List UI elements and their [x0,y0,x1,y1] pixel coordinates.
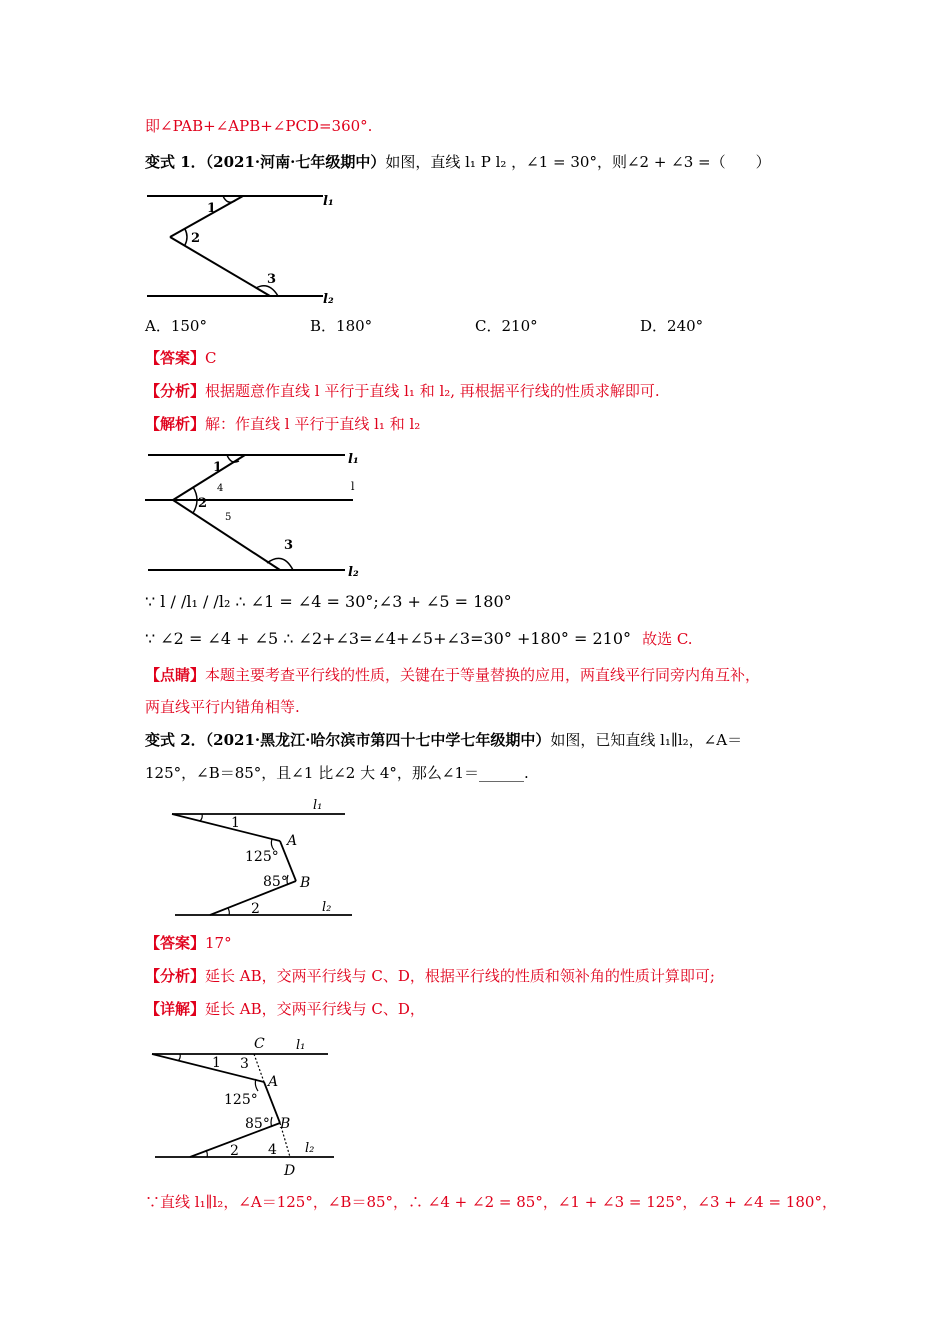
equation-2-conclusion: 故选 C. [642,630,693,648]
fig3-angle-1: 1 [231,815,240,831]
fig3-angle-85: 85° [263,874,288,890]
option-d: D．240° [640,317,704,335]
fig2-label-l1: l₁ [348,452,359,467]
comment1-line2: 两直线平行内错角相等. [145,698,300,716]
fig3-label-l2: l₂ [322,900,332,915]
analysis2-tag: 【分析】 [145,967,206,985]
variant1-question [145,152,771,172]
fig2-angle-1: 1 [213,460,223,475]
answer1-value: C [205,349,217,367]
solution1 [145,414,420,434]
solution1-tag: 【解析】 [145,415,206,433]
fig3-label-A: A [287,833,298,849]
fig2-angle-5: 5 [225,512,232,523]
answer2-tag: 【答案】 [145,934,206,952]
comment1-tag: 【点睛】 [145,666,206,684]
option-b: B．180° [310,317,373,335]
variant2-text: 如图，已知直线 l₁∥l₂，∠A＝ [550,731,743,749]
fig1-angle-1: 1 [207,201,217,216]
equation-2-body: ∵ ∠2 = ∠4 + ∠5 ∴ ∠2+∠3=∠4+∠5+∠3=30° +180° = 210° [145,629,631,648]
final-line: ∵直线 l₁∥l₂，∠A＝125°，∠B＝85°，∴ ∠4 + ∠2 = 85°，∠1 + ∠3 = 125°，∠3 + ∠4 = 180°， [145,1193,837,1211]
figure-4 [150,1035,340,1180]
fig4-label-l2: l₂ [305,1141,315,1156]
prev-conclusion: 即∠PAB+∠APB+∠PCD=360°. [145,117,373,135]
fig4-angle-3: 3 [240,1056,249,1072]
figure-3 [170,795,360,925]
analysis1 [145,381,660,401]
equation-1: ∵ l / /l₁ / /l₂ ∴ ∠1 = ∠4 = 30°;∠3 + ∠5 = 180° [145,592,512,611]
variant2-title: 变式 2．（2021·黑龙江·哈尔滨市第四十七中学七年级期中） [145,731,551,749]
fig3-angle-2: 2 [251,901,260,917]
figure-1 [145,185,345,305]
analysis1-text: 根据题意作直线 l 平行于直线 l₁ 和 l₂, 再根据平行线的性质求解即可. [205,382,660,400]
fig1-label-l1: l₁ [323,194,334,209]
fig3-label-B: B [300,875,311,891]
fig4-angle-125: 125° [224,1092,258,1108]
figure-2 [145,445,365,580]
detail2-tag: 【详解】 [145,1000,206,1018]
detail2 [145,999,425,1019]
fig3-angle-125: 125° [245,849,279,865]
fig4-angle-4: 4 [268,1142,277,1158]
fig4-label-C: C [254,1036,265,1052]
fig2-label-l2: l₂ [348,565,359,580]
fig4-angle-85: 85° [245,1116,270,1132]
fig4-label-A: A [268,1074,279,1090]
answer2-value: 17° [205,934,232,952]
variant2-question-line2: 125°，∠B＝85°，且∠1 比∠2 大 4°，那么∠1＝______. [145,764,529,782]
fig2-angle-3: 3 [284,538,294,553]
fig4-angle-2: 2 [230,1143,239,1159]
fig4-angle-1: 1 [212,1055,221,1071]
detail2-text: 延长 AB，交两平行线与 C、D， [205,1000,425,1018]
fig4-label-B: B [280,1116,291,1132]
fig1-angle-2: 2 [191,231,201,246]
fig2-angle-4: 4 [217,483,224,494]
answer1-tag: 【答案】 [145,349,206,367]
solution1-text: 解：作直线 l 平行于直线 l₁ 和 l₂ [205,415,421,433]
option-a: A．150° [145,317,207,335]
analysis2 [145,966,715,986]
fig4-label-l1: l₁ [296,1038,306,1053]
fig3-label-l1: l₁ [313,798,323,813]
option-c: C．210° [475,317,538,335]
fig2-label-l: l [351,480,355,493]
equation-2 [145,629,693,649]
comment1-text: 本题主要考查平行线的性质，关键在于等量替换的应用，两直线平行同旁内角互补， [205,666,761,684]
comment1 [145,665,760,685]
variant2-question [145,730,742,750]
variant1-text: 如图，直线 l₁ P l₂ ，∠1 = 30°，则∠2 + ∠3 =（ ） [385,153,771,171]
fig1-label-l2: l₂ [323,292,334,305]
variant1-title: 变式 1．（2021·河南·七年级期中） [145,153,386,171]
fig2-angle-2: 2 [198,496,208,511]
analysis1-tag: 【分析】 [145,382,206,400]
fig4-label-D: D [284,1163,296,1179]
fig1-angle-3: 3 [267,272,277,287]
analysis2-text: 延长 AB，交两平行线与 C、D，根据平行线的性质和领补角的性质计算即可; [205,967,715,985]
answer2 [145,933,232,953]
answer1 [145,348,217,368]
